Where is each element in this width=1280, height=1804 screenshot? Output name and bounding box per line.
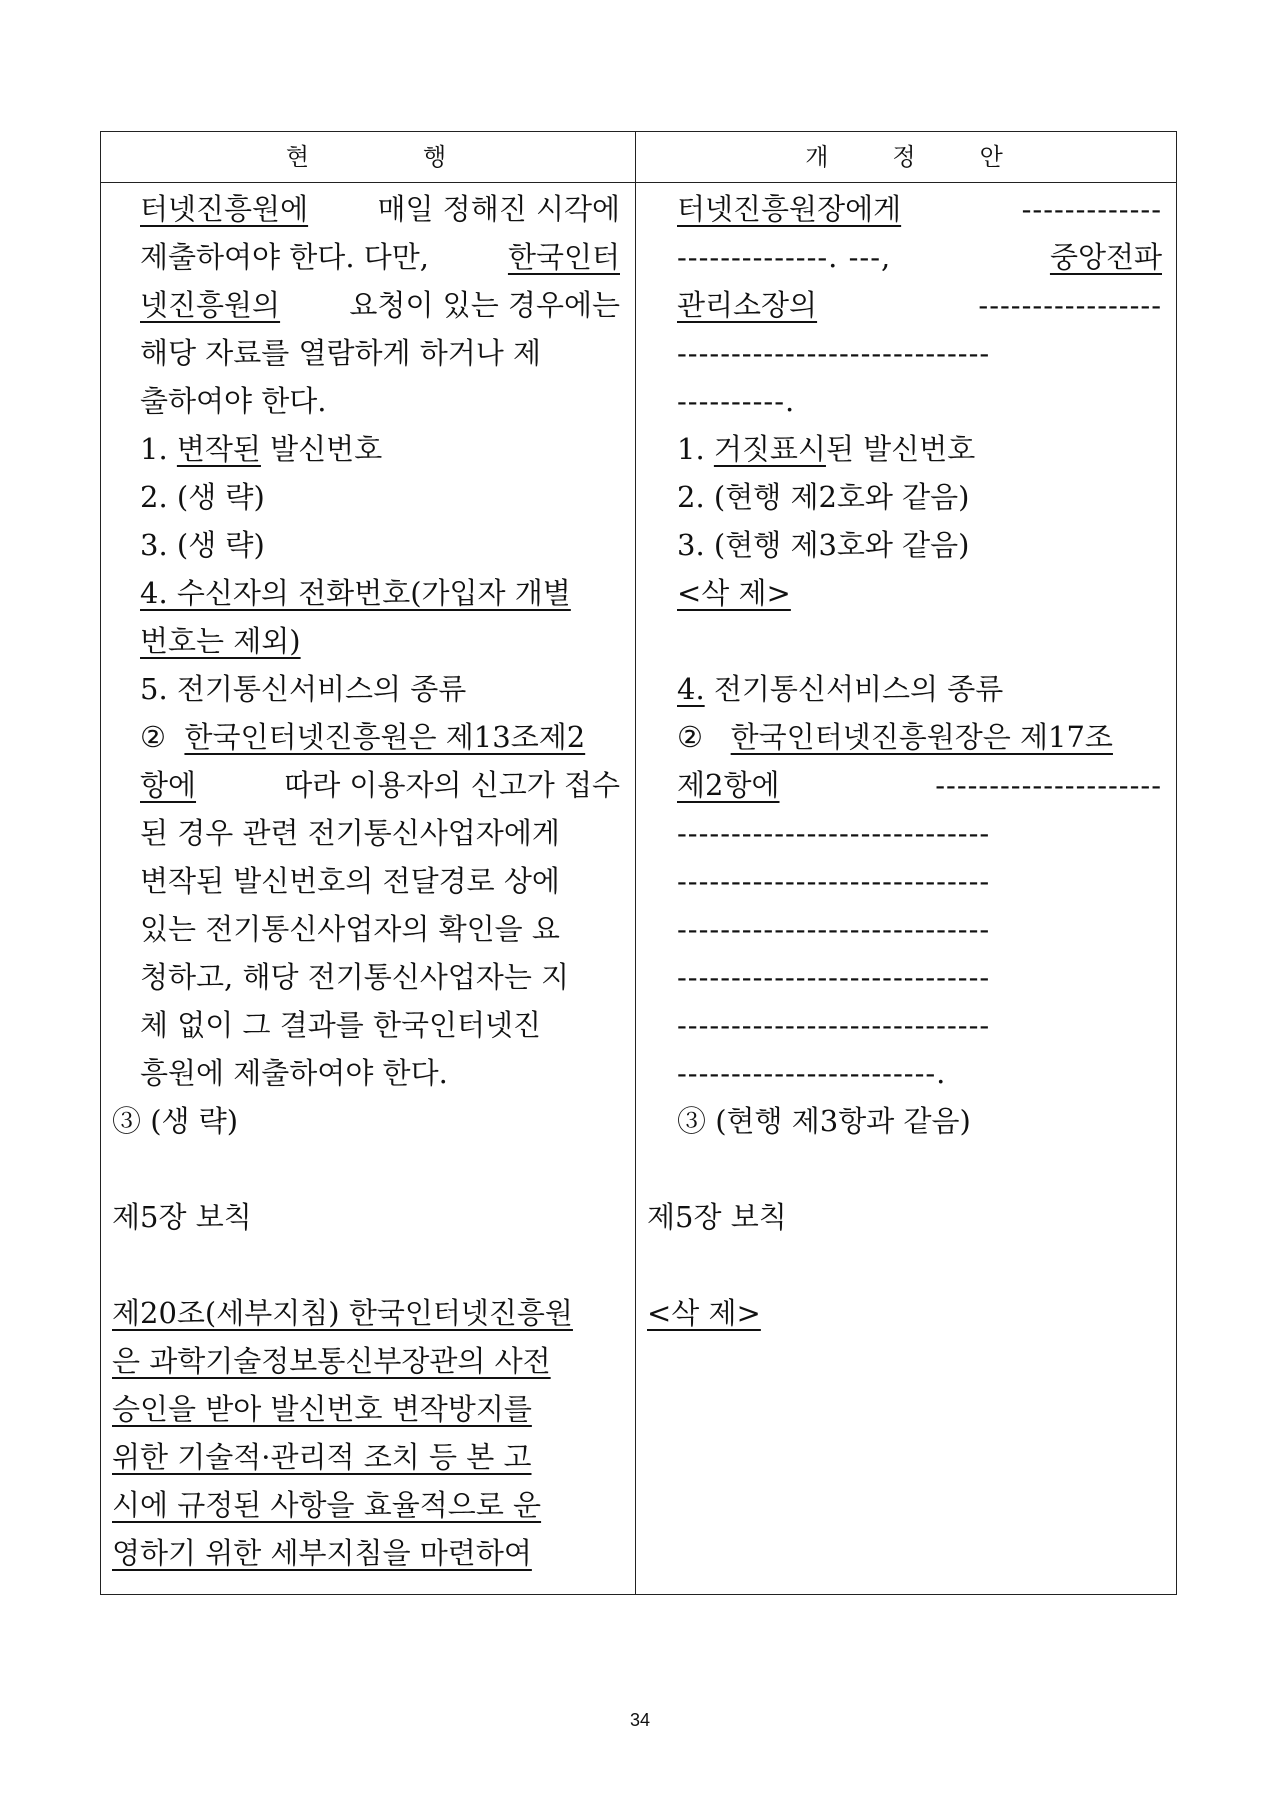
- amendment-line: -----------------------------: [677, 912, 991, 946]
- amendment-line: 2. (현행 제2호와 같음): [677, 480, 970, 514]
- amendment-line: -----------------------------: [677, 1008, 991, 1042]
- amendment-line: -----------------------------: [677, 336, 991, 370]
- header-amendment: 개 정 안: [805, 143, 1007, 171]
- current-line: 해당 자료를 열람하게 하거나 제: [140, 336, 542, 370]
- amendment-line: --------------. ---, 중앙전파: [677, 240, 1162, 274]
- current-line: 된 경우 관련 전기통신사업자에게: [140, 816, 560, 850]
- current-line: 제20조(세부지침) 한국인터넷진흥원: [112, 1296, 573, 1330]
- current-line: 승인을 받아 발신번호 변작방지를: [112, 1392, 532, 1426]
- amendment-line: 관리소장의 -----------------: [677, 288, 1162, 322]
- current-line: 시에 규정된 사항을 효율적으로 운: [112, 1488, 542, 1522]
- header-current: 현 행: [285, 143, 451, 171]
- amendment-line: ③ (현행 제3항과 같음): [677, 1104, 971, 1138]
- amendment-line: 3. (현행 제3호와 같음): [677, 528, 970, 562]
- current-line: 4. 수신자의 전화번호(가입자 개별: [140, 576, 571, 610]
- current-line: 5. 전기통신서비스의 종류: [140, 672, 467, 706]
- amendment-line: ----------.: [677, 384, 796, 418]
- current-line: 영하기 위한 세부지침을 마련하여: [112, 1536, 532, 1570]
- current-line: 위한 기술적·관리적 조치 등 본 고: [112, 1440, 532, 1474]
- current-line: 1. 변작된 발신번호: [140, 432, 383, 466]
- chapter-heading: 제5장 보칙: [647, 1200, 787, 1234]
- amendment-line: 4. 전기통신서비스의 종류: [677, 672, 1004, 706]
- chapter-heading: 제5장 보칙: [112, 1200, 252, 1234]
- current-line: 2. (생 략): [140, 480, 265, 514]
- current-line: 항에 따라 이용자의 신고가 접수: [140, 768, 620, 802]
- current-line: 넷진흥원의 요청이 있는 경우에는: [140, 288, 620, 322]
- column-divider: [635, 132, 636, 1594]
- current-line: 변작된 발신번호의 전달경로 상에: [140, 864, 560, 898]
- current-line: 있는 전기통신사업자의 확인을 요: [140, 912, 560, 946]
- current-line: 출하여야 한다.: [140, 384, 327, 418]
- amendment-line: -----------------------------: [677, 960, 991, 994]
- current-line: 청하고, 해당 전기통신사업자는 지: [140, 960, 570, 994]
- current-line: ③ (생 략): [112, 1104, 239, 1138]
- page-number: 34: [629, 1710, 651, 1730]
- current-line: 터넷진흥원에 매일 정해진 시각에: [140, 192, 620, 226]
- header-divider: [101, 182, 1176, 183]
- amendment-line: <삭 제>: [677, 576, 791, 610]
- amendment-line: -----------------------------: [677, 816, 991, 850]
- current-line: ② 한국인터넷진흥원은 제13조제2: [140, 720, 586, 754]
- amendment-line: 1. 거짓표시 된 발신번호: [677, 432, 976, 466]
- current-line: 은 과학기술정보통신부장관의 사전: [112, 1344, 551, 1378]
- amendment-line: ② 한국인터넷진흥원장은 제17조: [677, 720, 1113, 754]
- current-line: 제출하여야 한다. 다만, 한국인터: [140, 240, 620, 274]
- amendment-line: 터넷진흥원장에게 -------------: [677, 192, 1162, 226]
- amendment-line: -----------------------------: [677, 864, 991, 898]
- amendment-line: ------------------------.: [677, 1056, 947, 1090]
- current-line: 흥원에 제출하여야 한다.: [140, 1056, 448, 1090]
- amendment-line: 제2항에 ---------------------: [677, 768, 1162, 802]
- current-line: 번호는 제외): [140, 624, 301, 658]
- amendment-line: <삭 제>: [647, 1296, 761, 1330]
- current-line: 체 없이 그 결과를 한국인터넷진: [140, 1008, 542, 1042]
- current-line: 3. (생 략): [140, 528, 265, 562]
